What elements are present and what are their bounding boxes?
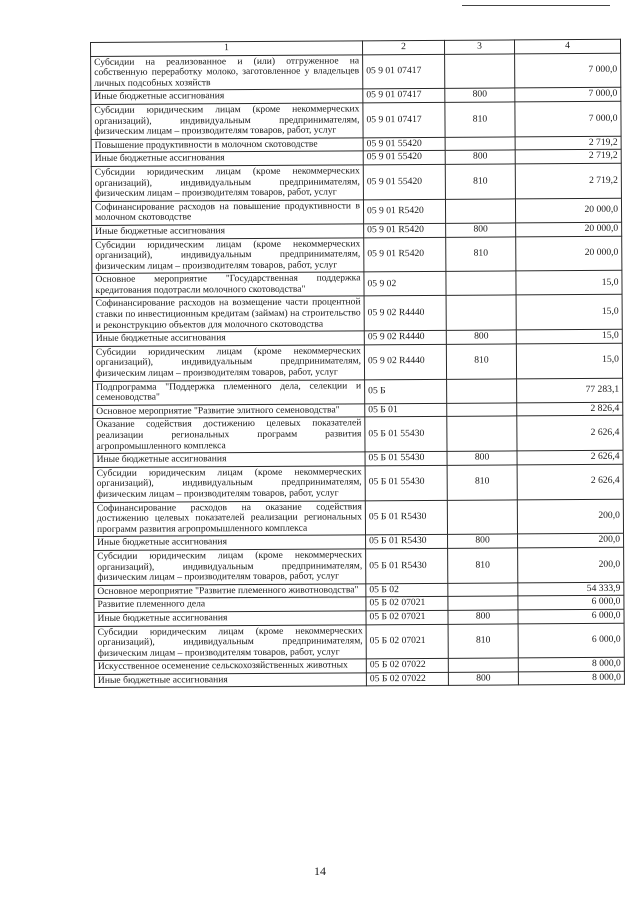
row-code-cell: 05 Б 02	[366, 583, 448, 597]
row-type-cell	[448, 658, 518, 672]
row-type-cell	[447, 379, 517, 404]
row-name-cell: Иные бюджетные ассигнования	[92, 224, 364, 239]
page-number: 14	[314, 864, 326, 878]
row-name-cell: Иные бюджетные ассигнования	[93, 452, 365, 467]
row-type-cell: 800	[447, 451, 517, 465]
row-code-cell: 05 9 01 R5420	[364, 223, 446, 237]
row-amount-cell: 8 000,0	[518, 671, 624, 685]
table-row	[93, 464, 623, 502]
row-code-cell: 05 9 01 55420	[363, 137, 445, 151]
row-type-cell	[447, 403, 517, 417]
row-code-cell: 05 Б 01 R5430	[366, 535, 448, 549]
row-code-cell: 05 Б 01	[365, 403, 447, 417]
row-code-cell: 05 Б 02 07021	[366, 610, 448, 624]
row-type-cell: 810	[445, 102, 515, 137]
row-code-cell: 05 9 01 55420	[363, 164, 445, 199]
header-cell-3: 3	[444, 40, 514, 54]
row-type-cell	[448, 583, 518, 597]
row-amount-cell: 2 626,4	[517, 416, 623, 451]
row-name-cell: Подпрограмма "Поддержка племенного дела, селекции и семеноводства"	[93, 379, 365, 405]
row-amount-cell: 7 000,0	[515, 53, 621, 88]
row-amount-cell: 2 719,2	[515, 150, 621, 164]
row-type-cell: 810	[445, 164, 515, 199]
row-code-cell: 05 9 02 R4440	[364, 331, 446, 345]
row-name-cell: Иные бюджетные ассигнования	[94, 535, 366, 550]
row-name-cell: Субсидии юридическим лицам (кроме некоммерческих организаций), индивидуальным предпринимателям, физическим лицам – производителям товаров, работ, услуг	[91, 103, 363, 139]
table-row	[92, 343, 622, 381]
row-code-cell: 05 9 02 R4440	[364, 344, 446, 379]
row-name-cell: Субсидии юридическим лицам (кроме некоммерческих организаций), индивидуальным предпринимателям, физическим лицам – производителям товаров, работ, услуг	[92, 237, 364, 273]
row-name-cell: Иные бюджетные ассигнования	[91, 151, 363, 166]
table-row	[93, 499, 623, 537]
row-amount-cell: 2 626,4	[517, 464, 623, 499]
row-type-cell	[446, 271, 516, 296]
row-name-cell: Развитие племенного дела	[94, 597, 366, 612]
header-cell-2: 2	[362, 40, 444, 54]
row-name-cell: Повышение продуктивности в молочном скотоводстве	[91, 138, 363, 153]
table-row	[94, 623, 624, 661]
row-name-cell: Субсидии юридическим лицам (кроме некоммерческих организаций), индивидуальным предпринимателям, физическим лицам – производителям товаров, работ, услуг	[93, 466, 365, 502]
row-type-cell	[445, 199, 515, 224]
row-name-cell: Оказание содействия достижению целевых показателей реализации региональных программ развития агропромышленного комплекса	[93, 417, 365, 453]
row-amount-cell: 8 000,0	[518, 658, 624, 672]
row-name-cell: Основное мероприятие "Государственная поддержка кредитования подотрасли молочного скотоводства"	[92, 272, 364, 298]
row-name-cell: Основное мероприятие "Развитие элитного семеноводства"	[93, 404, 365, 419]
row-type-cell: 800	[445, 150, 515, 164]
row-code-cell: 05 Б 02 07021	[366, 624, 448, 659]
row-type-cell: 810	[446, 344, 516, 379]
row-amount-cell: 200,0	[518, 534, 624, 548]
row-type-cell	[446, 295, 516, 330]
row-amount-cell: 20 000,0	[515, 198, 621, 223]
row-name-cell: Субсидии юридическим лицам (кроме некоммерческих организаций), индивидуальным предпринимателям, физическим лицам – производителям товаров, работ, услуг	[92, 345, 364, 381]
row-code-cell: 05 Б 01 55430	[365, 465, 447, 500]
row-type-cell: 800	[446, 330, 516, 344]
row-type-cell: 800	[448, 534, 518, 548]
row-type-cell	[447, 416, 517, 451]
table-row	[91, 101, 621, 139]
row-amount-cell: 200,0	[518, 547, 624, 582]
row-amount-cell: 20 000,0	[516, 236, 622, 271]
row-amount-cell: 2 626,4	[517, 450, 623, 464]
row-code-cell: 05 Б 02 07022	[366, 672, 448, 686]
row-code-cell: 05 Б 01 55430	[365, 417, 447, 452]
row-type-cell	[445, 137, 515, 151]
table-row	[92, 271, 622, 298]
document-page	[90, 39, 624, 689]
row-name-cell: Софинансирование расходов на возмещение части процентной ставки по инвестиционным кредитам (займам) на строительство и реконструкцию объектов для молочного скотоводства	[92, 296, 364, 332]
row-name-cell: Субсидии юридическим лицам (кроме некоммерческих организаций), индивидуальным предпринимателям, физическим лицам – производителям товаров, работ, услуг	[91, 165, 363, 201]
row-type-cell	[445, 54, 515, 89]
table-row	[92, 295, 622, 333]
table-row	[91, 198, 621, 225]
row-code-cell: 05 Б 02 07021	[366, 597, 448, 611]
row-name-cell: Иные бюджетные ассигнования	[92, 331, 364, 346]
top-edge-line	[462, 5, 610, 6]
row-code-cell: 05 9 01 55420	[363, 151, 445, 165]
row-code-cell: 05 9 01 07417	[363, 89, 445, 103]
table-row	[91, 53, 621, 91]
row-type-cell: 800	[446, 223, 516, 237]
row-type-cell: 800	[448, 610, 518, 624]
row-code-cell: 05 Б	[365, 379, 447, 404]
row-amount-cell: 15,0	[516, 343, 622, 378]
table-row	[94, 547, 624, 585]
budget-table	[90, 39, 625, 689]
row-code-cell: 05 Б 02 07022	[366, 659, 448, 673]
row-code-cell: 05 9 02	[364, 272, 446, 297]
row-name-cell: Субсидии юридическим лицам (кроме некоммерческих организаций), индивидуальным предпринимателям, физическим лицам – производителям товаров, работ, услуг	[94, 549, 366, 585]
row-amount-cell: 77 283,1	[517, 378, 623, 403]
row-amount-cell: 2 826,4	[517, 402, 623, 416]
row-type-cell	[448, 596, 518, 610]
header-cell-4: 4	[514, 39, 620, 53]
row-name-cell: Иные бюджетные ассигнования	[94, 673, 366, 688]
row-type-cell: 810	[447, 465, 517, 500]
row-code-cell: 05 Б 01 R5430	[365, 500, 447, 535]
row-amount-cell: 54 333,9	[518, 582, 624, 596]
row-code-cell: 05 9 01 R5420	[364, 237, 446, 272]
row-name-cell: Субсидии на реализованное и (или) отгруженное на собственную переработку молоко, заготовленное у владельцев личных подсобных хозяйств	[91, 54, 363, 90]
row-name-cell: Искусственное осеменение сельскохозяйственных животных	[94, 659, 366, 674]
row-type-cell: 800	[448, 672, 518, 686]
row-amount-cell: 7 000,0	[515, 88, 621, 102]
row-amount-cell: 7 000,0	[515, 101, 621, 136]
row-amount-cell: 15,0	[516, 271, 622, 296]
row-amount-cell: 15,0	[516, 295, 622, 330]
row-amount-cell: 15,0	[516, 330, 622, 344]
row-amount-cell: 20 000,0	[516, 222, 622, 236]
row-amount-cell: 2 719,2	[515, 136, 621, 150]
row-amount-cell: 200,0	[517, 499, 623, 534]
row-type-cell: 810	[446, 236, 516, 271]
table-row	[91, 163, 621, 201]
row-name-cell: Софинансирование расходов на повышение продуктивности в молочном скотоводстве	[91, 200, 363, 226]
row-name-cell: Иные бюджетные ассигнования	[91, 89, 363, 104]
row-name-cell: Основное мероприятие "Развитие племенного животноводства"	[94, 584, 366, 599]
table-row	[93, 378, 623, 405]
row-code-cell: 05 9 01 R5420	[363, 199, 445, 224]
row-code-cell: 05 Б 01 R5430	[366, 548, 448, 583]
row-code-cell: 05 9 02 R4440	[364, 296, 446, 331]
table-row	[92, 236, 622, 274]
row-name-cell: Иные бюджетные ассигнования	[94, 611, 366, 626]
row-amount-cell: 6 000,0	[518, 623, 624, 658]
row-amount-cell: 6 000,0	[518, 596, 624, 610]
row-code-cell: 05 9 01 07417	[363, 54, 445, 89]
row-amount-cell: 6 000,0	[518, 609, 624, 623]
row-type-cell	[447, 499, 517, 534]
row-code-cell: 05 Б 01 55430	[365, 452, 447, 466]
row-name-cell: Субсидии юридическим лицам (кроме некоммерческих организаций), индивидуальным предпринимателям, физическим лицам – производителям товаров, работ, услуг	[94, 624, 366, 660]
table-row	[93, 416, 623, 454]
row-name-cell: Софинансирование расходов на оказание содействия достижению целевых показателей реализации региональных программ развития агропромышленного комплекса	[93, 500, 365, 536]
row-code-cell: 05 9 01 07417	[363, 102, 445, 137]
table-row	[94, 671, 624, 688]
row-amount-cell: 2 719,2	[515, 163, 621, 198]
row-type-cell: 810	[448, 548, 518, 583]
header-cell-1: 1	[91, 41, 363, 56]
row-type-cell: 800	[445, 88, 515, 102]
row-type-cell: 810	[448, 623, 518, 658]
table-body	[91, 39, 625, 688]
